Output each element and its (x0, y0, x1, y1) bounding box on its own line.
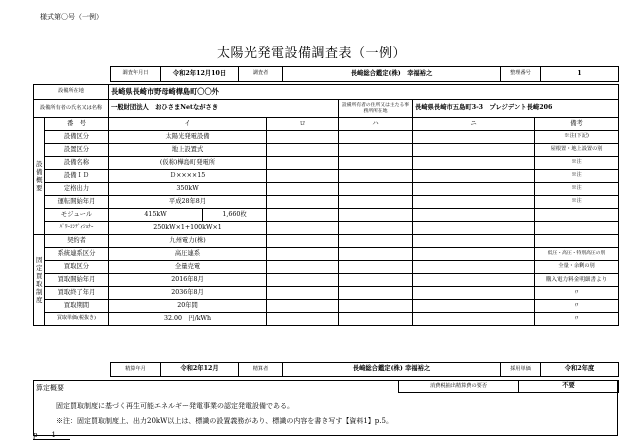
module-label: モジュール (45, 209, 109, 222)
table-row (34, 300, 619, 313)
location-label: 設備所在地 (34, 85, 109, 100)
table-row (34, 248, 619, 261)
price-value: 32.00 円/kWh (109, 313, 267, 326)
col-i: イ (109, 118, 267, 131)
row-label: 買取終了年月 (45, 287, 109, 300)
row-value: 九州電力(株) (109, 235, 267, 248)
header-table (110, 66, 619, 82)
ref-no-label: 整理番号 (501, 67, 541, 82)
row-remark: 購入電力料金明細書より (535, 274, 619, 287)
table-row (34, 287, 619, 300)
owner-addr: 長崎県長崎市五島町3-3 プレジデント長崎206 (413, 100, 619, 118)
owner-name-label: 設備所有者の氏名又は名称 (34, 100, 109, 118)
owner-name: 一般財団法人 おひさまNetながさき (109, 100, 339, 118)
overview-group-label: 設 備 概 要 (34, 118, 45, 235)
supervisor-label: 精算者 (239, 363, 283, 377)
settle-label: 精算年月 (111, 363, 161, 377)
row-value: 2036年8月 (109, 287, 267, 300)
page-number-text: p 1 (33, 431, 70, 440)
row-value: 全量売電 (109, 261, 267, 274)
necessity-label: 消費税抽出精算費の要否 (399, 381, 519, 393)
row-value: 平成28年8月 (109, 196, 267, 209)
table-row (34, 196, 619, 209)
adopt-value: 令和2年度 (541, 363, 619, 377)
module-count: 1,660枚 (203, 209, 267, 222)
table-row (34, 183, 619, 196)
row-label: 買取開始年月 (45, 274, 109, 287)
table-row (34, 261, 619, 274)
row-label: 定格出力 (45, 183, 109, 196)
row-label: 契約者 (45, 235, 109, 248)
row-label: 系統連系区分 (45, 248, 109, 261)
row-label: 設備ＩＤ (45, 170, 109, 183)
table-row (34, 131, 619, 144)
fit-group-label: 固 定 買 取 制 度 (34, 235, 45, 326)
row-remark: 低圧・高圧・特別高圧の別 (535, 248, 619, 261)
page-number (33, 430, 70, 440)
row-remark: ※注 (535, 183, 619, 196)
row-value: 20年間 (109, 300, 267, 313)
table-row (34, 313, 619, 326)
row-remark: ※注 (535, 157, 619, 170)
table-row (34, 157, 619, 170)
table-row (34, 274, 619, 287)
survey-date: 令和2年12月10日 (161, 67, 239, 82)
row-value: 2016年8月 (109, 274, 267, 287)
row-value: 太陽光発電設備 (109, 131, 267, 144)
summary-title: 算定概要 (36, 384, 64, 392)
col-ha: ハ (339, 118, 413, 131)
pcs-label: ﾊﾟﾜｰｺﾝﾃﾞｨｼｮﾅｰ (45, 222, 109, 235)
row-remark: ※注(下記) (535, 131, 619, 144)
settle-value: 令和2年12月 (161, 363, 239, 377)
table-row (34, 209, 619, 222)
row-label: 運転開始年月 (45, 196, 109, 209)
col-ni: ニ (413, 118, 535, 131)
row-remark (535, 235, 619, 248)
necessity-table (398, 380, 619, 393)
row-remark: 屋根置・地上設置の別 (535, 144, 619, 157)
surveyor-label: 調査者 (239, 67, 283, 82)
col-remarks: 備考 (535, 118, 619, 131)
row-label: 設置区分 (45, 144, 109, 157)
row-remark: 全量・余剰の別 (535, 261, 619, 274)
summary-line-1: 固定買取制度に基づく再生可能エネルギー発電事業の認定発電設備である。 (56, 402, 294, 410)
row-value: Ｄ××××15 (109, 170, 267, 183)
survey-date-label: 調査年月日 (111, 67, 161, 82)
necessity-value: 不要 (519, 381, 619, 393)
table-row (34, 235, 619, 248)
row-value: 高圧連系 (109, 248, 267, 261)
form-number: 様式第〇号（一例） (40, 13, 103, 21)
col-ro: ロ (267, 118, 339, 131)
summary-line-2: ※注：固定買取制度上、出力20kW以上は、標識の設置義務があり、標識の内容を書き写す【資料1】p.5。 (56, 417, 393, 425)
ref-no: 1 (541, 67, 619, 82)
table-row (34, 170, 619, 183)
row-value: 350kW (109, 183, 267, 196)
module-kw: 415kW (109, 209, 203, 222)
row-remark: 〃 (535, 300, 619, 313)
owner-addr-label: 設備所有者の住所又は主たる事務所所在地 (339, 100, 413, 118)
location-value: 長崎県長崎市野母崎樺島町〇〇外 (109, 85, 619, 100)
row-remark: 〃 (535, 287, 619, 300)
page-title: 太陽光発電設備調査表（一例） (216, 46, 406, 61)
row-label: 買取期間 (45, 300, 109, 313)
row-remark: ※注 (535, 170, 619, 183)
row-label: 設備区分 (45, 131, 109, 144)
row-value: 地上設置式 (109, 144, 267, 157)
main-table (33, 84, 619, 326)
row-remark: ※注 (535, 196, 619, 209)
col-number: 番 号 (45, 118, 109, 131)
settlement-table (110, 362, 619, 377)
pcs-value: 250kW×1+100kW×1 (109, 222, 267, 235)
row-remark: 〃 (535, 313, 619, 326)
table-row (34, 222, 619, 235)
row-label: 設備名称 (45, 157, 109, 170)
price-label: 買取単価(税抜き) (45, 313, 109, 326)
adopt-label: 採用単価 (501, 363, 541, 377)
row-value: (仮称)樺島町発電所 (109, 157, 267, 170)
table-row (34, 144, 619, 157)
surveyor: 長崎総合鑑定(株) 幸福裕之 (283, 67, 501, 82)
supervisor-value: 長崎総合鑑定(株) 幸福裕之 (283, 363, 501, 377)
row-label: 買取区分 (45, 261, 109, 274)
